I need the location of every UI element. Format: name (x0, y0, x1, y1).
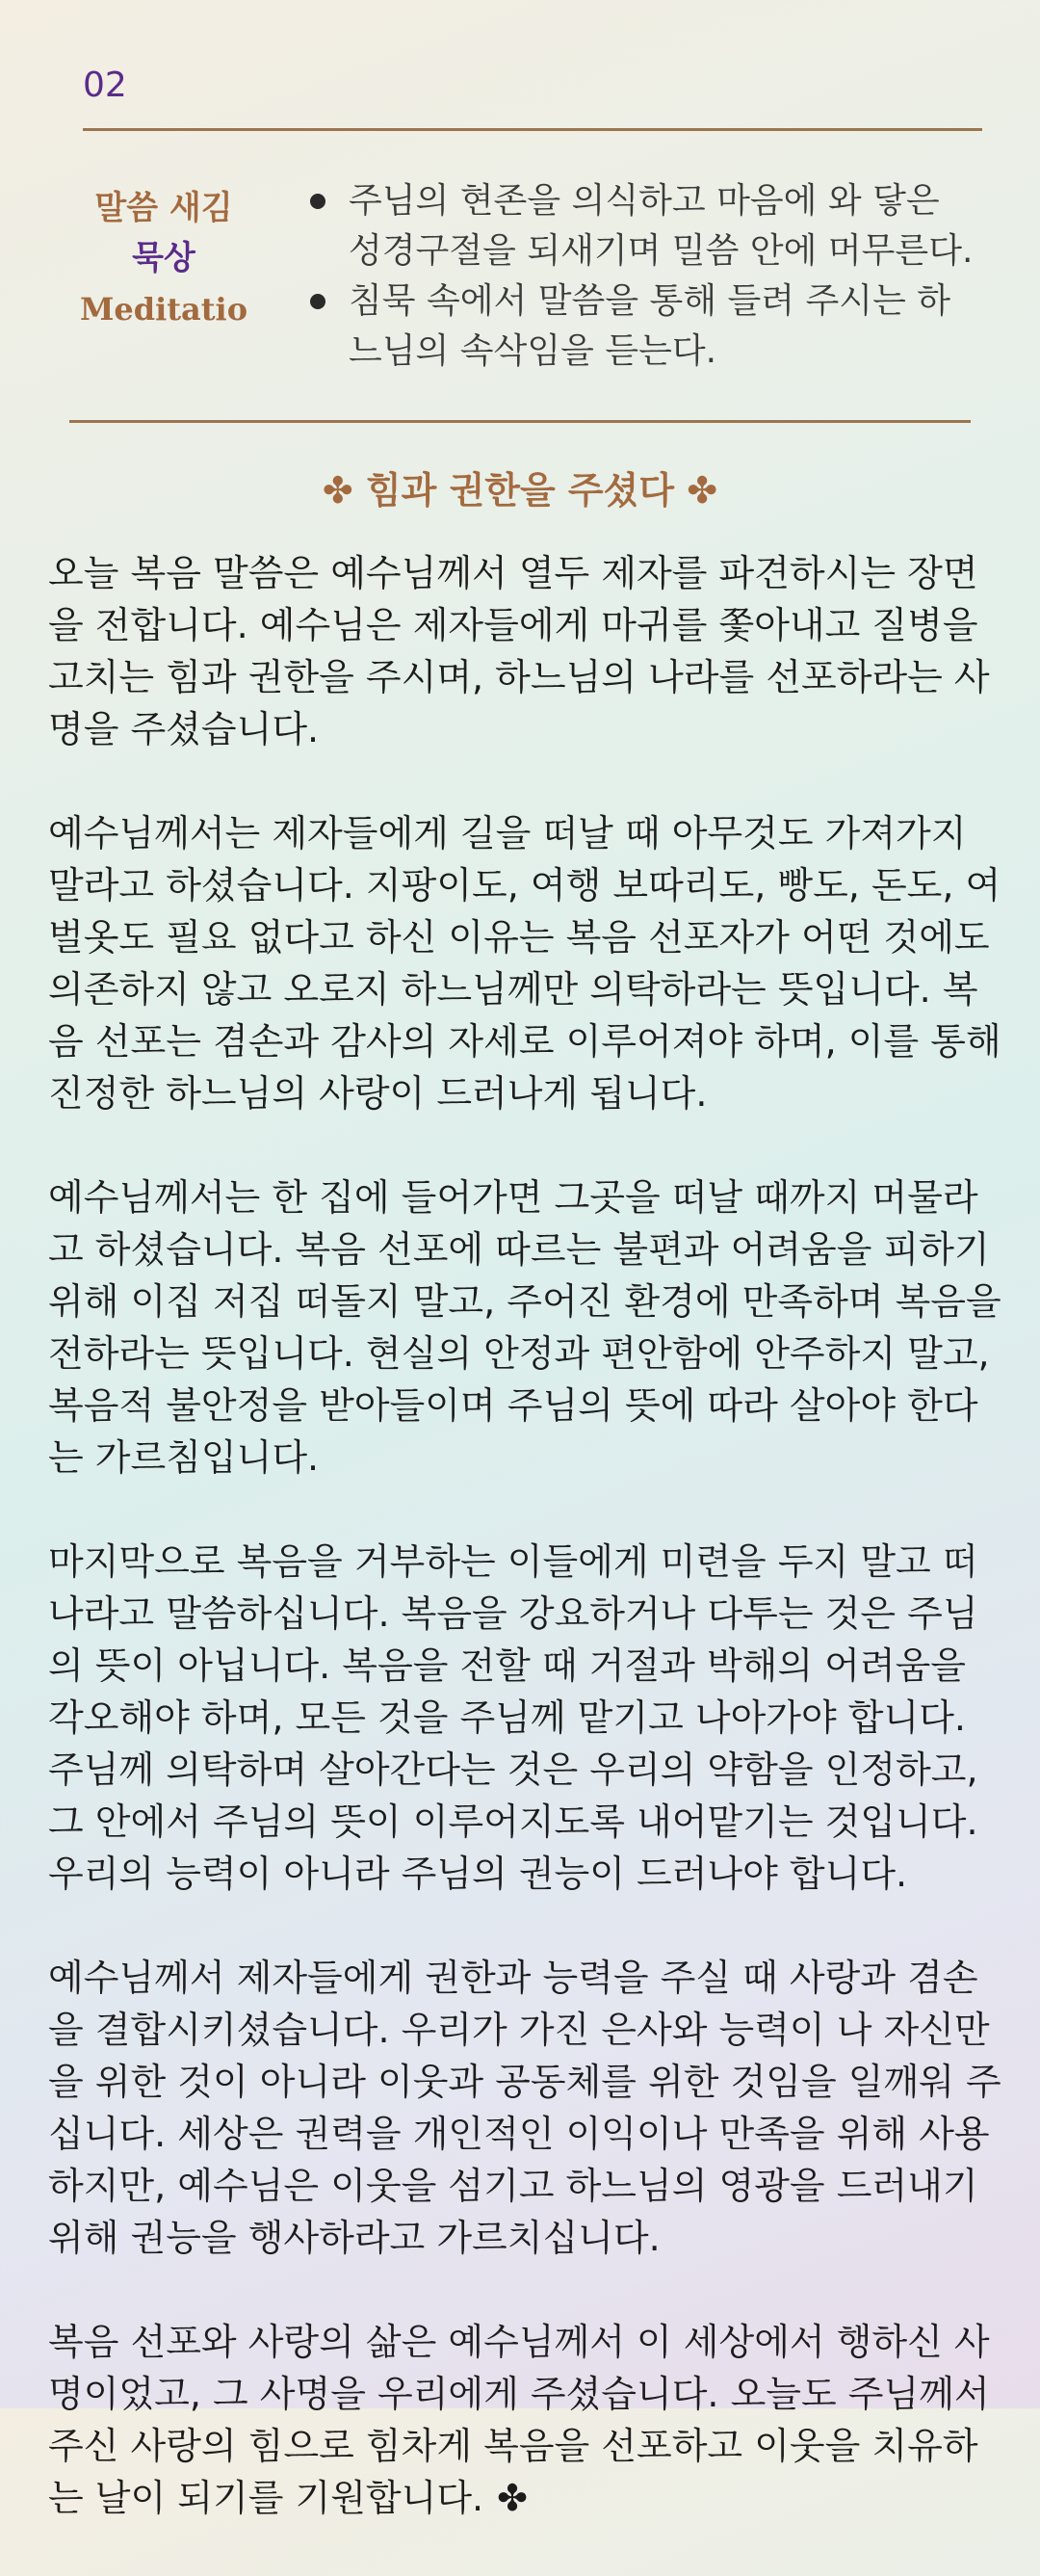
paragraph-text: 복음 선포와 사랑의 삶은 예수님께서 이 세상에서 행하신 사명이었고, 그 사명을 우리에게 주셨습니다. 오늘도 주님께서 주신 사랑의 힘으로 힘차게 복음을 선포하고 이웃을 치유하는 날이 되기를 기원합니다. (48, 2321, 990, 2519)
section-heading (0, 460, 1040, 513)
bullet-icon (310, 194, 325, 209)
clover-ornament-icon: ✤ (687, 469, 718, 512)
reflection-body (48, 547, 1001, 2576)
instruction-text: 주님의 현존을 의식하고 마음에 와 닿은 성경구절을 되새기며 밀씀 안에 머무른다. (349, 181, 974, 271)
paragraph (48, 2316, 1001, 2524)
instruction-text: 침묵 속에서 말씀을 통해 들려 주시는 하느님의 속삭임을 듣는다. (349, 281, 951, 371)
bullet-icon (310, 294, 325, 309)
paragraph: 예수님께서는 한 집에 들어가면 그곳을 떠날 때까지 머물라고 하셨습니다. 복음 선포에 따르는 불편과 어려움을 피하기 위해 이집 저집 떠돌지 말고, 주어진 환경에 만족하며 복음을 전하라는 뜻입니다. 현실의 안정과 편안함에 안주하지 말고, 복음적 불안정을 받아들이며 주님의 뜻에 따라 살아야 한다는 가르침입니다. (48, 1176, 1001, 1479)
meta-label-korean: 말씀 새김 (94, 189, 233, 227)
paragraph: 예수님께서는 제자들에게 길을 떠날 때 아무것도 가져가지 말라고 하셨습니다. 지팡이도, 여행 보따리도, 빵도, 돈도, 여벌옷도 필요 없다고 하신 이유는 복음 선포자가 어떤 것에도 의존하지 않고 오로지 하느님께만 의탁하라는 뜻입니다. 복음 선포는 겸손과 감사의 자세로 이루어져야 하며, 이를 통해 진정한 하느님의 사랑이 드러나게 됩니다. (48, 812, 1001, 1115)
meta-label-latin: Meditatio (79, 291, 248, 328)
clover-ornament-icon: ✤ (322, 469, 353, 512)
instruction-item (306, 176, 980, 276)
middle-divider (69, 420, 971, 423)
top-divider (83, 128, 982, 131)
page-number: 02 (83, 66, 127, 105)
paragraph: 예수님께서 제자들에게 권한과 능력을 주실 때 사랑과 겸손을 결합시키셨습니다. 우리가 가진 은사와 능력이 나 자신만을 위한 것이 아니라 이웃과 공동체를 위한 것임을 일깨워 주십니다. 세상은 권력을 개인적인 이익이나 만족을 위해 사용하지만, 예수님은 이웃을 섬기고 하느님의 영광을 드러내기 위해 권능을 행사하라고 가르치십니다. (48, 1957, 1001, 2259)
clover-end-icon: ✤ (497, 2477, 528, 2519)
paragraph: 오늘 복음 말씀은 예수님께서 열두 제자를 파견하시는 장면을 전합니다. 예수님은 제자들에게 마귀를 쫓아내고 질병을 고치는 힘과 권한을 주시며, 하느님의 나라를 선포하라는 사명을 주셨습니다. (48, 552, 990, 750)
paragraph: 마지막으로 복음을 거부하는 이들에게 미련을 두지 말고 떠나라고 말씀하십니다. 복음을 강요하거나 다투는 것은 주님의 뜻이 아닙니다. 복음을 전할 때 거절과 박해의 어려움을 각오해야 하며, 모든 것을 주님께 맡기고 나아가야 합니다. 주님께 의탁하며 살아간다는 것은 우리의 약함을 인정하고, 그 안에서 주님의 뜻이 이루어지도록 내어맡기는 것입니다. 우리의 능력이 아니라 주님의 권능이 드러나야 합니다. (48, 1540, 978, 1895)
meta-label-meditation: 묵상 (132, 239, 195, 277)
instruction-list (306, 176, 980, 377)
section-title: 힘과 권한을 주셨다 (365, 469, 675, 512)
meditation-label (67, 183, 260, 335)
instruction-item (306, 276, 980, 377)
